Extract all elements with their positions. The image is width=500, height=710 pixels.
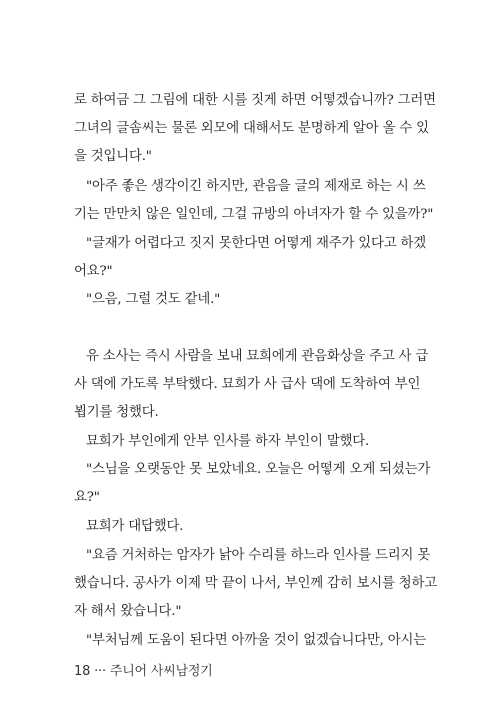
text-line: 어요?": [74, 264, 113, 279]
text-line: 그녀의 글솜씨는 물론 외모에 대해서도 분명하게 알아 올 수 있: [74, 121, 429, 136]
text-line: 뵙기를 청했다.: [74, 405, 159, 420]
text-line: 사 댁에 가도록 부탁했다. 묘희가 사 급사 댁에 도착하여 부인: [74, 377, 421, 392]
text-line: 했습니다. 공사가 이제 막 끝이 나서, 부인께 감히 보시를 청하고: [74, 576, 438, 591]
text-line: 유 소사는 즉시 사람을 보내 묘희에게 관음화상을 주고 사 급: [86, 349, 429, 364]
text-line: "요즘 거처하는 암자가 낡아 수리를 하느라 인사를 드리지 못: [86, 548, 431, 563]
text-line: 로 하여금 그 그림에 대한 시를 짓게 하면 어떻겠습니까? 그러면: [74, 93, 436, 108]
text-line: "글재가 어렵다고 짓지 못한다면 어떻게 재주가 있다고 하겠: [86, 236, 427, 251]
text-line: "아주 좋은 생각이긴 하지만, 관음을 글의 제재로 하는 시 쓰: [86, 179, 426, 194]
text-line: 요?": [74, 490, 100, 505]
text-line: 을 것입니다.": [74, 149, 152, 164]
text-line: 묘희가 부인에게 안부 인사를 하자 부인이 말했다.: [86, 434, 370, 449]
text-line: 자 해서 왔습니다.": [74, 604, 182, 619]
text-line: 묘희가 대답했다.: [86, 519, 184, 534]
text-line: "스님을 오랫동안 못 보았네요. 오늘은 어떻게 오게 되셨는가: [86, 462, 431, 477]
text-line: "으음, 그럴 것도 같네.": [86, 292, 221, 307]
page-footer: [74, 660, 213, 679]
footer-separator: ···: [94, 664, 106, 679]
text-line: 기는 만만치 않은 일인데, 그걸 규방의 아녀자가 할 수 있을까?": [74, 207, 434, 222]
book-title: 주니어 사씨남정기: [109, 664, 213, 679]
text-line: "부처님께 도움이 된다면 아까울 것이 없겠습니다만, 아시는: [86, 633, 427, 648]
page-number: 18: [74, 664, 91, 679]
